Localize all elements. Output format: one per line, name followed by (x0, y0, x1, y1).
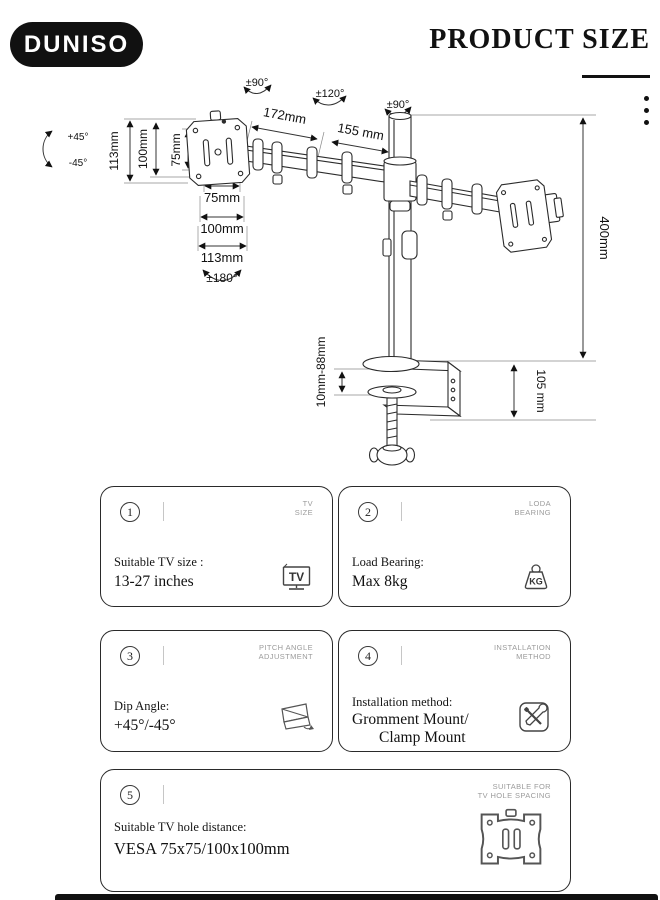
card-divider (401, 502, 402, 521)
arm-right (410, 175, 500, 220)
label-vesa-width-inner: 75mm (203, 190, 241, 205)
label-base-height: 105 mm (534, 369, 548, 413)
card-pitch-angle (100, 630, 333, 752)
card-load-bearing (338, 486, 571, 607)
label-tilt-up: +45° (67, 132, 89, 143)
arm-left (246, 139, 391, 194)
card-number: 4 (358, 646, 378, 666)
pole (383, 113, 417, 364)
card-value: Gromment Mount/ (352, 711, 469, 728)
cable-clip (402, 231, 417, 259)
card-value: VESA 75x75/100x100mm (114, 839, 290, 858)
brand-name: DUNISO (23, 30, 130, 58)
label-clamp-range: 10mm-88mm (314, 336, 328, 408)
card-label: Dip Angle: (114, 699, 170, 713)
card-tag: LODA BEARING (514, 499, 551, 517)
svg-text:TV: TV (288, 570, 305, 584)
tools-icon (518, 701, 550, 733)
vesa-plate-icon (478, 808, 544, 870)
card-value: +45°/-45° (114, 717, 176, 734)
vesa-plate-right (496, 177, 568, 253)
label-vesa-height-inner: 75mm (169, 133, 183, 167)
label-arm1-length: 172mm (262, 104, 308, 127)
label-arm1-swivel: ±90° (245, 77, 269, 89)
label-plate-rotation: ±180° (206, 271, 238, 285)
card-tag: INSTALLATION METHOD (493, 643, 551, 661)
card-installation-method (338, 630, 571, 752)
tilt-icon (278, 701, 316, 733)
label-vesa-width-outer: 113mm (200, 250, 244, 265)
card-label: Load Bearing: (352, 555, 424, 569)
card-number: 2 (358, 502, 378, 522)
label-vesa-height-outer: 113mm (107, 131, 121, 171)
label-arm2-swivel: ±120° (315, 88, 345, 100)
label-pole-height: 400mm (597, 216, 612, 260)
kg-weight-icon (520, 561, 552, 593)
card-value: 13-27 inches (114, 573, 194, 590)
label-tilt-down: -45° (68, 158, 88, 169)
label-vesa-width-mid: 100mm (200, 221, 244, 236)
card-value: Max 8kg (352, 573, 408, 590)
card-value-line2: Clamp Mount (379, 729, 466, 746)
card-divider (163, 502, 164, 521)
label-arm2-length: 155 mm (336, 119, 386, 144)
card-tv-size (100, 486, 333, 607)
card-number: 1 (120, 502, 140, 522)
card-tag: TV SIZE (294, 499, 313, 517)
label-vesa-height-mid: 100mm (136, 128, 150, 170)
card-number: 3 (120, 646, 140, 666)
dots-ornament (644, 96, 650, 132)
vesa-plate-left (185, 109, 250, 186)
card-label: Suitable TV size : (114, 555, 204, 569)
desk-clamp (363, 357, 460, 466)
pole-collar (384, 157, 416, 211)
card-label: Installation method: (352, 695, 453, 709)
card-label: Suitable TV hole distance: (114, 820, 247, 834)
svg-text:KG: KG (529, 576, 543, 587)
page-title: PRODUCT SIZE (429, 24, 650, 55)
card-divider (401, 646, 402, 665)
brand-logo (10, 22, 143, 67)
tv-icon (280, 563, 312, 592)
title-underline (582, 75, 650, 78)
label-pole-swivel: ±90° (386, 99, 410, 111)
card-divider (163, 646, 164, 665)
card-vesa-spacing (100, 769, 571, 892)
card-tag: SUITABLE FOR TV HOLE SPACING (477, 782, 551, 800)
card-tag: PITCH ANGLE ADJUSTMENT (258, 643, 313, 661)
card-number: 5 (120, 785, 140, 805)
footer-bar (55, 894, 658, 900)
card-divider (163, 785, 164, 804)
